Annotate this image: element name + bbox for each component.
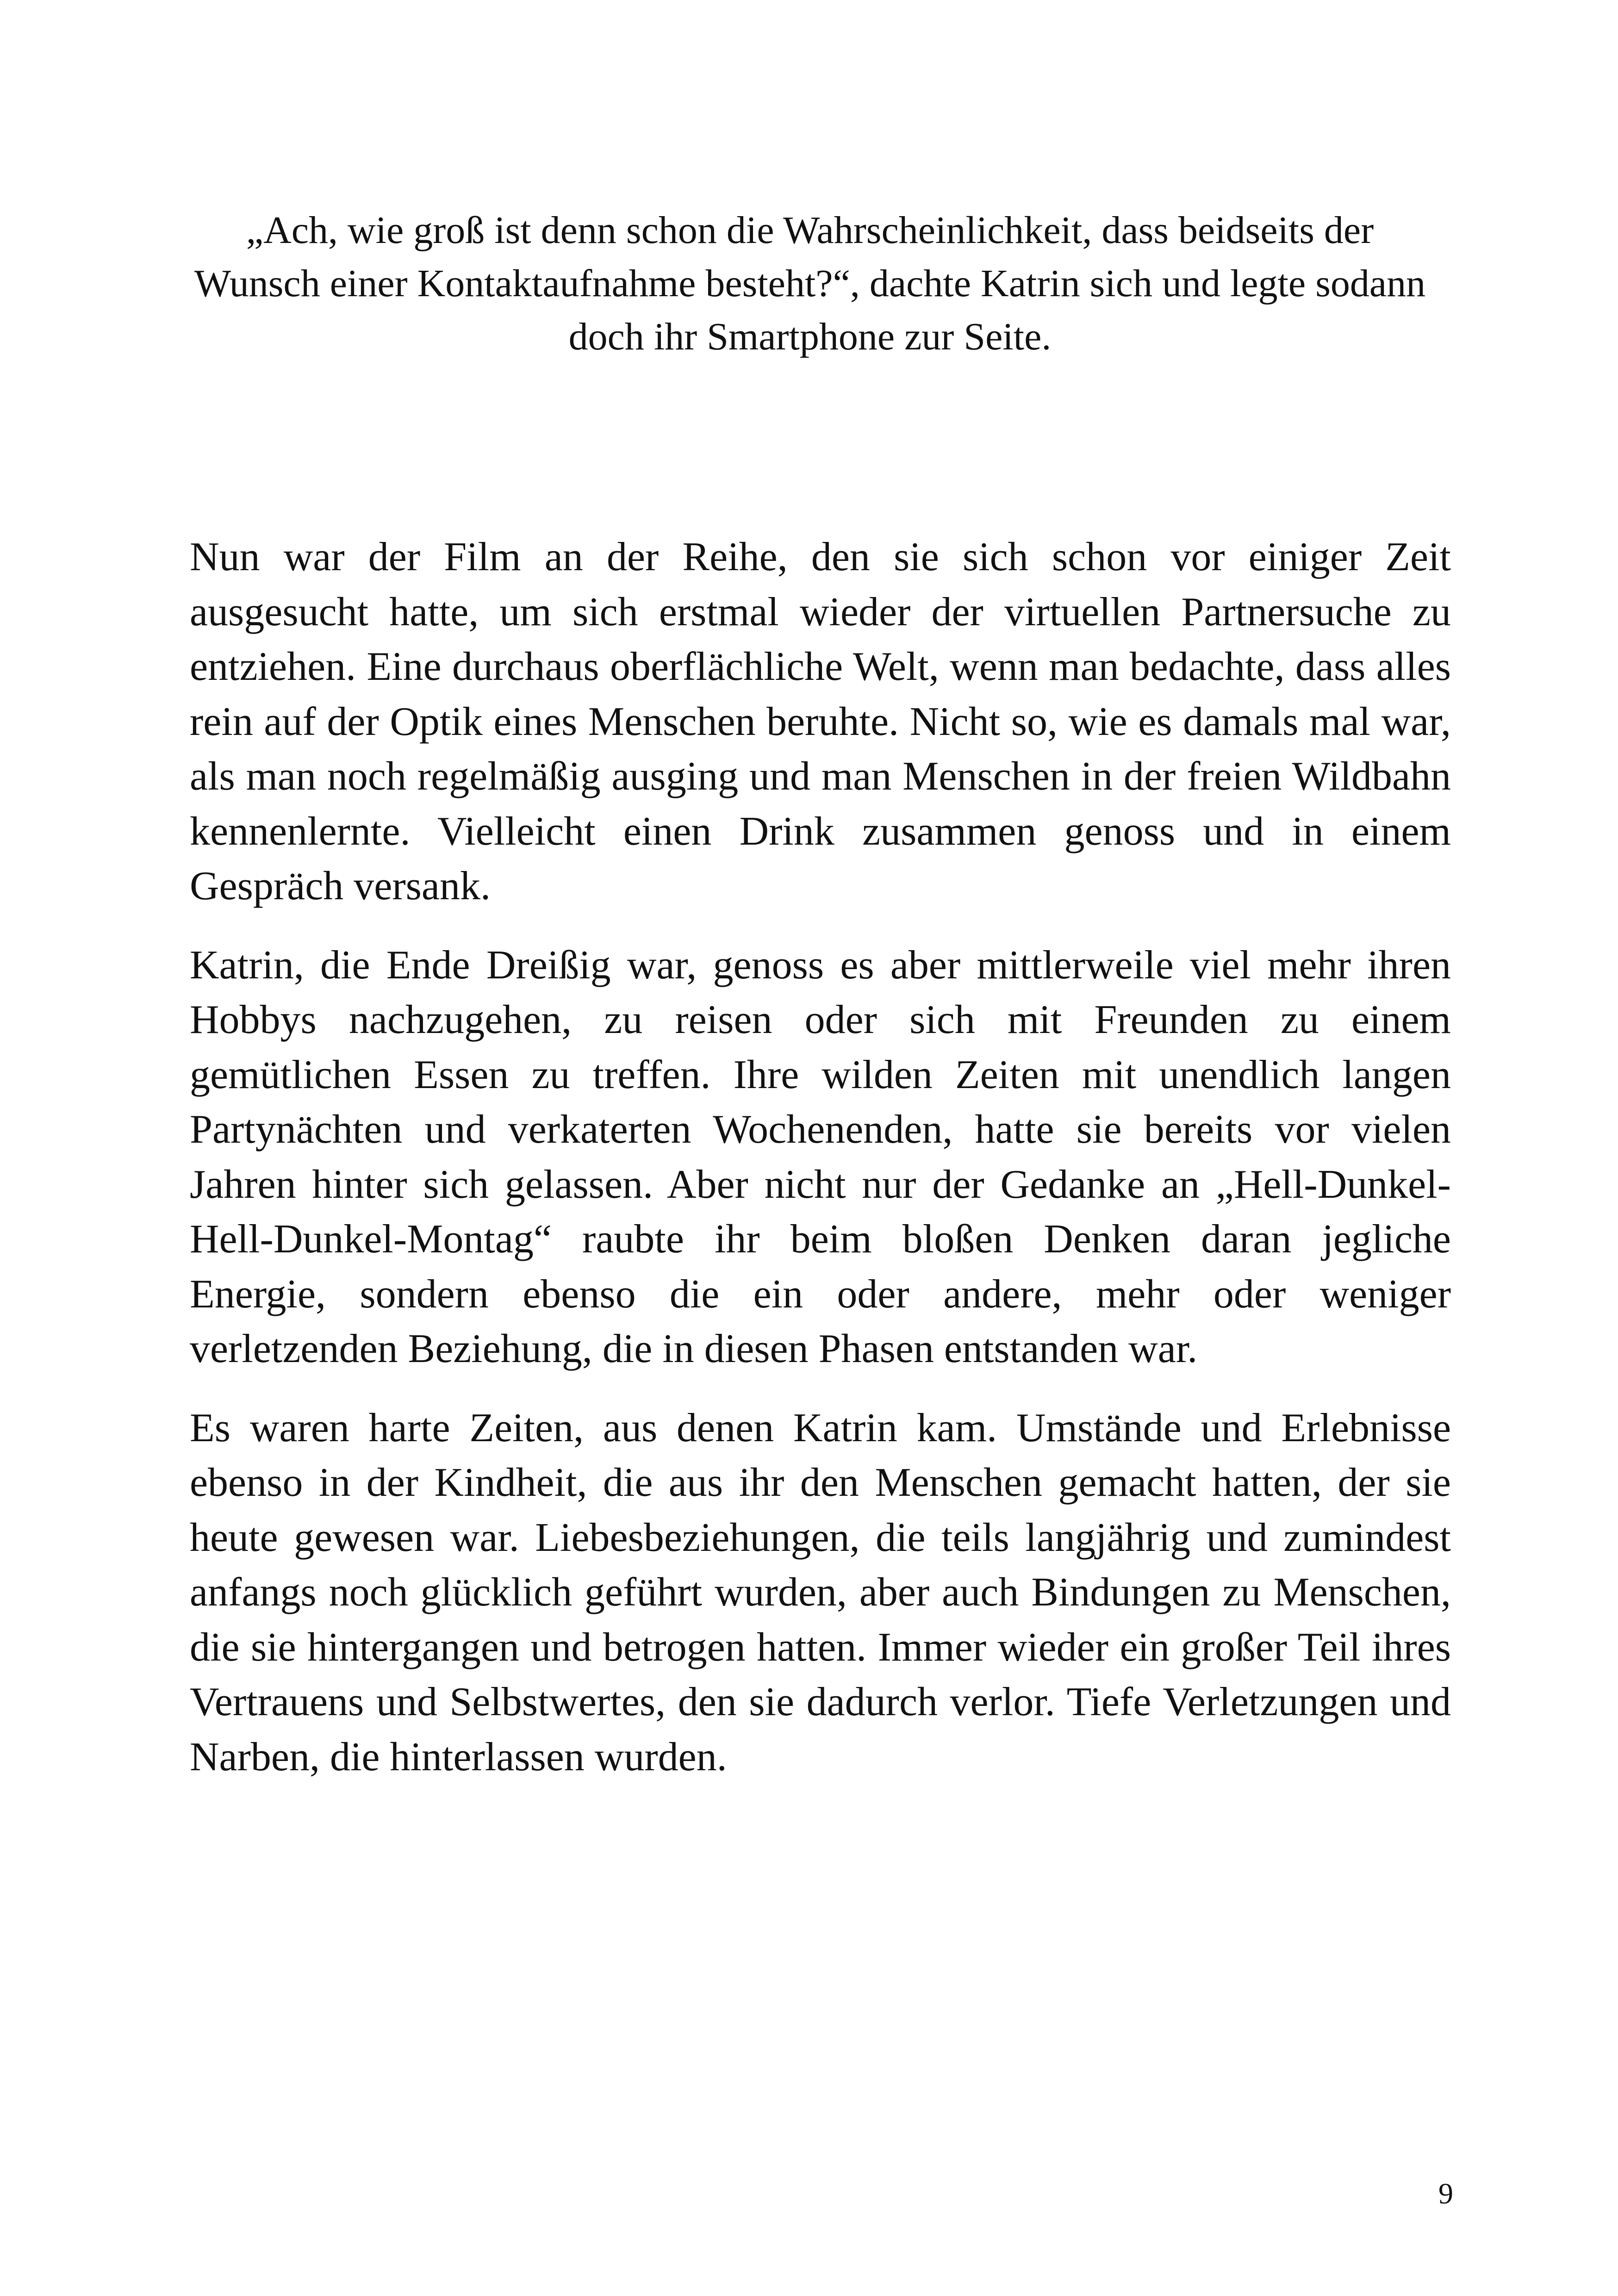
body-text (190, 530, 1451, 1809)
quote-paragraph: „Ach, wie groß ist denn schon die Wahrscheinlichkeit, dass beidseits der Wunsch einer Kontaktaufnahme besteht?“, dachte Katrin sich und legte sodann doch ihr Smartphone zur Seite. (194, 209, 1426, 358)
page-number: 9 (1438, 2177, 1453, 2210)
paragraph-1: Nun war der Film an der Reihe, den sie sich schon vor einiger Zeit ausgesucht hatte, um sich erstmal wieder der virtuellen Partnersuche zu entziehen. Eine durchaus oberflächliche Welt, wenn man bedachte, dass alles rein auf der Optik eines Menschen beruhte. Nicht so, wie es damals mal war, als man noch regelmäßig ausging und man Menschen in der freien Wildbahn kennenlernte. Vielleicht einen Drink zusammen genoss und in einem Gespräch versank. (190, 535, 1451, 908)
paragraph-3: Es waren harte Zeiten, aus denen Katrin kam. Umstände und Erlebnisse ebenso in der Kindheit, die aus ihr den Menschen gemacht hatten, der sie heute gewesen war. Liebesbeziehungen, die teils langjährig und zumindest anfangs noch glücklich geführt wurden, aber auch Bindungen zu Menschen, die sie hintergangen und betrogen hatten. Immer wieder ein großer Teil ihres Vertrauens und Selbstwertes, den sie dadurch verlor. Tiefe Verletzungen und Narben, die hinterlassen wurden. (190, 1405, 1451, 1780)
paragraph-2: Katrin, die Ende Dreißig war, genoss es aber mittlerweile viel mehr ihren Hobbys nachzugehen, zu reisen oder sich mit Freunden zu einem gemütlichen Essen zu treffen. Ihre wilden Zeiten mit unendlich langen Partynächten und verkaterten Wochenenden, hatte sie bereits vor vielen Jahren hinter sich gelassen. Aber nicht nur der Gedanke an „Hell-Dunkel-Hell-Dunkel-Montag“ raubte ihr beim bloßen Denken daran jegliche Energie, sondern ebenso die ein oder andere, mehr oder weniger verletzenden Beziehung, die in diesen Phasen entstanden war. (190, 942, 1451, 1371)
